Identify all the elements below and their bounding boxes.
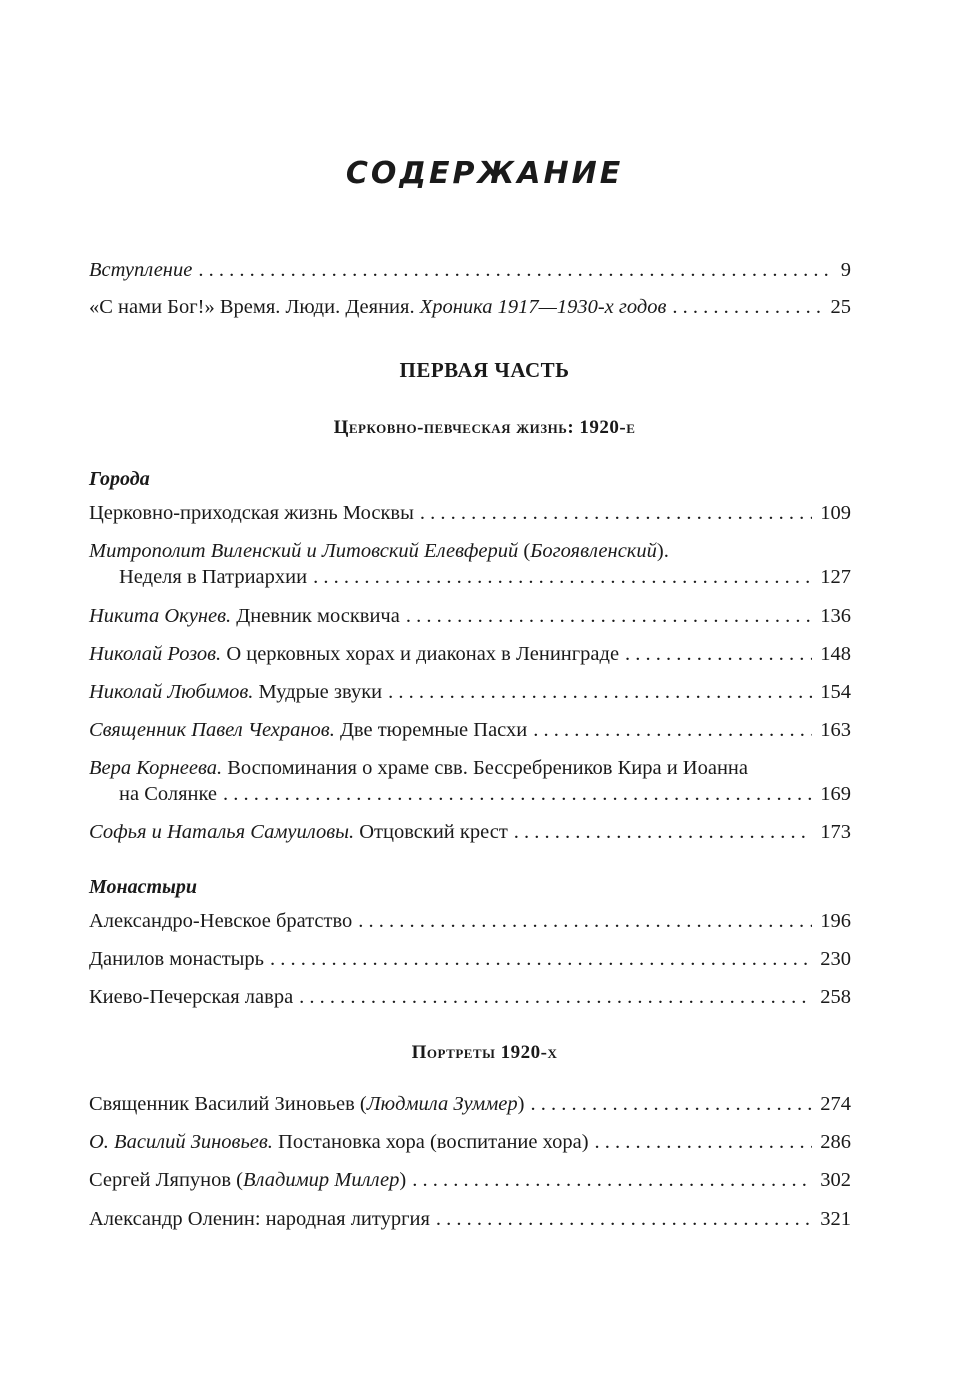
toc-entry[interactable] xyxy=(89,1091,851,1117)
entry-author: О. Василий Зиновьев. xyxy=(89,1131,273,1153)
toc-entry-intro[interactable] xyxy=(89,257,851,283)
page-number: 196 xyxy=(820,910,851,932)
entry-author: Владимир Миллер xyxy=(243,1169,400,1191)
page-number: 163 xyxy=(820,719,851,741)
entry-text: ) xyxy=(399,1169,407,1191)
entry-title: Неделя в Патриархии xyxy=(119,566,308,588)
entry-author: Священник Павел Чехранов. xyxy=(89,719,335,741)
page-number: 148 xyxy=(820,643,851,665)
dot-leader xyxy=(514,819,812,845)
part-title: ПЕРВАЯ ЧАСТЬ xyxy=(399,358,570,382)
dot-leader xyxy=(533,717,812,743)
entry-title: Данилов монастырь xyxy=(89,948,265,970)
entry-title: О церковных хорах и диаконах в Ленинграде xyxy=(221,643,620,665)
page-number: 173 xyxy=(820,821,851,843)
page-number: 302 xyxy=(820,1169,851,1191)
toc-entry[interactable] xyxy=(89,1167,851,1193)
entry-author: Николай Розов. xyxy=(89,643,222,665)
toc-entry[interactable] xyxy=(89,819,851,845)
entry-title: Две тюремные Пасхи xyxy=(334,719,528,741)
toc-entry[interactable] xyxy=(89,1206,851,1232)
entry-author: Людмила Зуммер xyxy=(366,1093,518,1115)
subsection-heading-cities: Города xyxy=(89,468,150,490)
dot-leader xyxy=(406,603,812,629)
entry-author: Митрополит Виленский и Литовский Елевферий xyxy=(89,540,519,562)
entry-text: ). xyxy=(656,540,669,562)
toc-entry[interactable] xyxy=(89,755,851,807)
toc-entry[interactable] xyxy=(89,538,851,590)
page-title: СОДЕРЖАНИЕ xyxy=(345,156,624,191)
page-number: 169 xyxy=(820,783,851,805)
dot-leader xyxy=(625,641,812,667)
entry-subtitle: Хроника 1917—1930-х годов xyxy=(419,296,667,318)
toc-entry[interactable] xyxy=(89,717,851,743)
dot-leader xyxy=(198,257,832,283)
section-title: Церковно-певческая жизнь: 1920-е xyxy=(333,417,636,438)
entry-text: ( xyxy=(518,540,531,562)
page-number: 109 xyxy=(820,502,851,524)
entry-author: Софья и Наталья Самуиловы. xyxy=(89,821,355,843)
entry-title: «С нами Бог!» Время. Люди. Деяния. xyxy=(89,296,420,318)
toc-entry[interactable] xyxy=(89,984,851,1010)
toc-entry[interactable] xyxy=(89,908,851,934)
entry-title: Киево-Печерская лавра xyxy=(89,986,294,1008)
page-number: 274 xyxy=(820,1093,851,1115)
dot-leader xyxy=(530,1091,812,1117)
entry-title: Священник Василий Зиновьев ( xyxy=(89,1093,367,1115)
toc-entry[interactable] xyxy=(89,603,851,629)
page-number: 136 xyxy=(820,605,851,627)
entry-title: Отцовский крест xyxy=(354,821,508,843)
entry-text: Воспоминания о храме свв. Бессребреников Кира и Иоанна xyxy=(222,757,748,779)
page-number: 321 xyxy=(820,1208,851,1230)
page-number: 154 xyxy=(820,681,851,703)
dot-leader xyxy=(420,500,812,526)
entry-title: Вступление xyxy=(89,259,193,281)
page-number: 9 xyxy=(840,259,851,281)
entry-author: Вера Корнеева. xyxy=(89,757,223,779)
dot-leader xyxy=(270,946,812,972)
entry-title: Дневник москвича xyxy=(231,605,400,627)
entry-text: ) xyxy=(517,1093,525,1115)
entry-author: Николай Любимов. xyxy=(89,681,254,703)
dot-leader xyxy=(388,679,812,705)
page-number: 127 xyxy=(820,566,851,588)
dot-leader xyxy=(299,984,812,1010)
entry-title: Церковно-приходская жизнь Москвы xyxy=(89,502,414,524)
page-number: 25 xyxy=(830,296,851,318)
dot-leader xyxy=(313,564,812,590)
entry-title: Сергей Ляпунов ( xyxy=(89,1169,244,1191)
toc-entry[interactable] xyxy=(89,679,851,705)
subsection-heading-monasteries: Монастыри xyxy=(89,876,198,898)
entry-title: Постановка хора (воспитание хора) xyxy=(272,1131,589,1153)
section-title: Портреты 1920-х xyxy=(411,1042,558,1063)
dot-leader xyxy=(436,1206,812,1232)
toc-entry[interactable] xyxy=(89,946,851,972)
entry-author: Никита Окунев. xyxy=(89,605,232,627)
toc-entry[interactable] xyxy=(89,641,851,667)
dot-leader xyxy=(672,294,822,320)
entry-title: Мудрые звуки xyxy=(253,681,383,703)
page-number: 258 xyxy=(820,986,851,1008)
page-number: 286 xyxy=(820,1131,851,1153)
entry-title: на Солянке xyxy=(119,783,218,805)
dot-leader xyxy=(595,1129,813,1155)
toc-entry[interactable] xyxy=(89,1129,851,1155)
dot-leader xyxy=(412,1167,812,1193)
toc-entry[interactable] xyxy=(89,500,851,526)
entry-author-extra: Богоявленский xyxy=(530,540,657,562)
entry-title: Александро-Невское братство xyxy=(89,910,353,932)
dot-leader xyxy=(358,908,812,934)
page-number: 230 xyxy=(820,948,851,970)
entry-title: Александр Оленин: народная литургия xyxy=(89,1208,430,1230)
toc-entry-chronicle[interactable] xyxy=(89,294,851,320)
dot-leader xyxy=(223,781,812,807)
